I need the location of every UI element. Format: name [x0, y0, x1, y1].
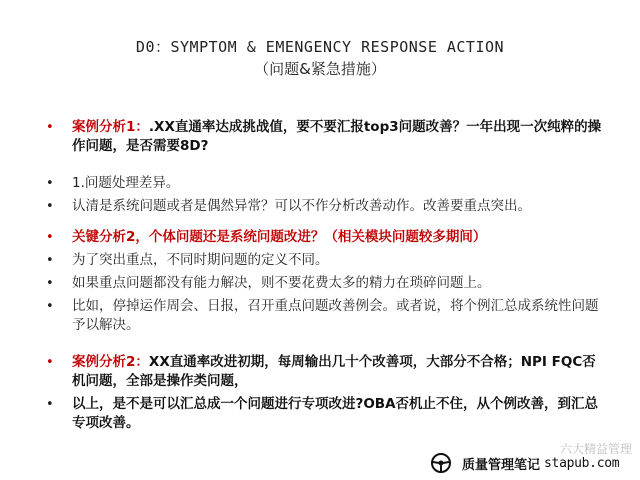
- list-item: [46, 228, 606, 247]
- bullet-marker: •: [46, 230, 54, 245]
- list-item: [46, 251, 606, 270]
- list-item: [46, 297, 606, 335]
- list-item: [46, 118, 606, 156]
- watermark: 六大精益管理: [560, 442, 633, 456]
- bullet-marker: •: [46, 355, 54, 370]
- item-text: 关键分析2，个体问题还是系统问题改进？（相关模块问题较多期间）: [72, 229, 487, 245]
- bullet-marker: •: [46, 253, 54, 268]
- case-label: 案例分析1：: [72, 119, 149, 135]
- bullet-marker: •: [46, 199, 54, 214]
- item-text: 比如，停掉运作周会、日报，召开重点问题改善例会。或者说，将个例汇总成系统性问题予以解决。: [72, 298, 599, 333]
- bullet-marker: •: [46, 176, 54, 191]
- page-subtitle: （问题&紧急措施）: [254, 60, 386, 78]
- list-item: [46, 197, 606, 216]
- list-item: [46, 353, 606, 391]
- bullet-marker: •: [46, 120, 54, 135]
- item-text: 1.问题处理差异。: [72, 175, 180, 191]
- page-title: D0：SYMPTOM & EMENGENCY RESPONSE ACTION: [135, 38, 505, 56]
- list-item: [46, 274, 606, 293]
- steering-wheel-icon: [430, 452, 452, 474]
- case-text: .XX直通率达成挑战值，要不要汇报top3问题改善？一年出现一次纯粹的操作问题，是否需要8D?: [72, 119, 602, 154]
- item-text: 为了突出重点，不同时期问题的定义不同。: [72, 252, 329, 268]
- bullet-marker: •: [46, 397, 54, 412]
- footer: [430, 452, 619, 474]
- list-item: [46, 174, 606, 193]
- bullet-marker: •: [46, 299, 54, 314]
- footer-site[interactable]: stapub.com: [544, 455, 620, 471]
- footer-label: 质量管理笔记: [462, 457, 541, 473]
- item-text: 以上，是不是可以汇总成一个问题进行专项改进?OBA否机止不住，从个例改善，到汇总专项改善。: [72, 396, 599, 431]
- item-text: 如果重点问题都没有能力解决，则不要花费太多的精力在琐碎问题上。: [72, 275, 491, 291]
- bullet-marker: •: [46, 276, 54, 291]
- bullet-list: [46, 118, 606, 437]
- case-label: 案例分析2：: [72, 354, 149, 370]
- case-text: XX直通率改进初期，每周输出几十个改善项，大部分不合格；NPI FQC否机问题，全部是操作类问题，: [72, 354, 596, 389]
- list-item: [46, 395, 606, 433]
- item-text: 认清是系统问题或者是偶然异常？可以不作分析改善动作。改善要重点突出。: [72, 198, 531, 214]
